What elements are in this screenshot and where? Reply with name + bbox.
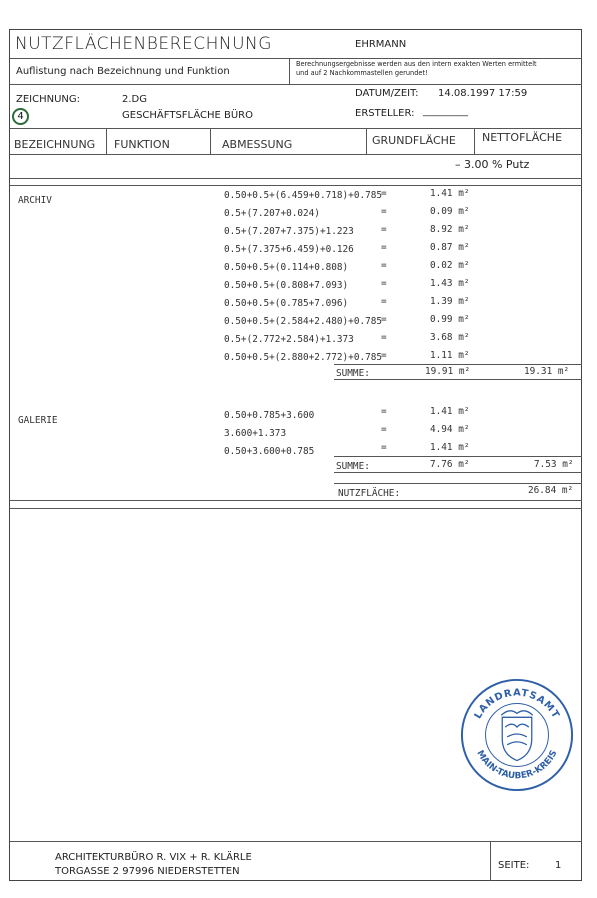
area-value: 1.41 m² [430,406,470,417]
column-divider [366,128,367,154]
document-title: NUTZFLÄCHENBERECHNUNG [15,34,272,54]
equals-sign: = [381,332,387,343]
formula: 0.50+0.5+(0.114+0.808) [224,262,349,273]
summe-grundflaeche: 19.91 m² [425,366,471,377]
column-divider [106,128,107,154]
formula: 0.5+(2.772+2.584)+1.373 [224,334,354,345]
column-header-funktion: FUNKTION [114,138,170,151]
summe-label: SUMME: [336,368,370,379]
column-divider [210,128,211,154]
header-divider [9,128,582,129]
rounding-note [296,60,537,77]
rounding-note-line: Berechnungsergebnisse werden aus den intern exakten Werten ermittelt [296,60,537,68]
column-divider [289,58,290,84]
formula: 0.50+0.5+(2.584+2.480)+0.785 [224,316,383,327]
area-value: 8.92 m² [430,224,470,235]
formula: 0.50+0.5+(2.880+2.772)+0.785 [224,352,383,363]
official-stamp [458,676,576,794]
summe-label: SUMME: [336,461,370,472]
section-divider [9,185,582,186]
coat-of-arms-icon [501,711,532,761]
summe-divider [334,379,582,380]
equals-sign: = [381,206,387,217]
header-divider [9,84,582,85]
header-divider [9,154,582,155]
equals-sign: = [381,296,387,307]
formula: 0.5+(7.207+0.024) [224,208,320,219]
equals-sign: = [381,314,387,325]
area-value: 1.43 m² [430,278,470,289]
total-divider [334,483,582,484]
formula: 0.50+3.600+0.785 [224,446,315,457]
area-value: 0.87 m² [430,242,470,253]
footer-divider [490,841,491,881]
summe-divider [334,456,582,457]
column-header-grundflaeche: GRUNDFLÄCHE [372,134,456,147]
formula: 0.5+(7.375+6.459)+0.126 [224,244,354,255]
page-marker-circle: 4 [12,108,29,125]
equals-sign: = [381,188,387,199]
page-number: 1 [555,860,562,871]
equals-sign: = [381,406,387,417]
putz-deduction: – 3.00 % Putz [455,158,530,171]
equals-sign: = [381,278,387,289]
document-subtitle: Auflistung nach Bezeichnung und Funktion [16,66,230,77]
area-value: 1.39 m² [430,296,470,307]
architect-name: ARCHITEKTURBÜRO R. VIX + R. KLÄRLE [55,852,252,863]
area-value: 3.68 m² [430,332,470,343]
area-value: 4.94 m² [430,424,470,435]
equals-sign: = [381,442,387,453]
equals-sign: = [381,242,387,253]
area-value: 0.99 m² [430,314,470,325]
formula: 0.5+(7.207+7.375)+1.223 [224,226,354,237]
equals-sign: = [381,224,387,235]
architect-address: TORGASSE 2 97996 NIEDERSTETTEN [55,866,240,877]
column-divider [474,128,475,154]
area-value: 0.09 m² [430,206,470,217]
equals-sign: = [381,260,387,271]
equals-sign: = [381,350,387,361]
area-value: 1.41 m² [430,188,470,199]
author-name: EHRMANN [355,39,407,50]
rounding-note-line: und auf 2 Nachkommastellen gerundet! [296,68,428,77]
formula: 0.50+0.5+(0.808+7.093) [224,280,349,291]
group-name-archiv: ARCHIV [18,195,52,206]
datum-label: DATUM/ZEIT: [355,88,419,99]
area-value: 1.41 m² [430,442,470,453]
datum-value: 14.08.1997 17:59 [438,88,528,99]
formula: 0.50+0.785+3.600 [224,410,315,421]
total-divider [9,508,582,509]
total-divider [9,500,582,501]
ersteller-value: _________ [423,106,468,117]
nutzflaeche-label: NUTZFLÄCHE: [338,488,401,499]
area-value: 1.11 m² [430,350,470,361]
summe-nettoflaeche: 19.31 m² [524,366,570,377]
column-header-nettoflaeche: NETTOFLÄCHE [482,131,563,144]
column-header-bezeichnung: BEZEICHNUNG [14,138,96,151]
stamp-top-text: LANDRATSAMT [472,687,562,721]
summe-grundflaeche: 7.76 m² [430,459,470,470]
summe-divider [334,472,582,473]
stamp-bottom-text: MAIN-TAUBER-KREIS [474,748,560,782]
page-label: SEITE: [498,860,530,871]
zeichnung-value: 2.DG [122,94,147,105]
group-name-galerie: GALERIE [18,415,58,426]
formula: 0.50+0.5+(0.785+7.096) [224,298,349,309]
zeichnung-subtitle: GESCHÄFTSFLÄCHE BÜRO [122,110,254,121]
zeichnung-label: ZEICHNUNG: [16,94,81,105]
summe-nettoflaeche: 7.53 m² [534,459,574,470]
formula: 3.600+1.373 [224,428,287,439]
summe-divider [334,364,582,365]
footer-divider [9,841,582,842]
formula: 0.50+0.5+(6.459+0.718)+0.785 [224,190,383,201]
equals-sign: = [381,424,387,435]
column-header-abmessung: ABMESSUNG [222,138,293,151]
header-divider [9,58,582,59]
nutzflaeche-value: 26.84 m² [528,485,574,496]
header-divider [9,178,582,179]
ersteller-label: ERSTELLER: [355,108,415,119]
area-value: 0.02 m² [430,260,470,271]
